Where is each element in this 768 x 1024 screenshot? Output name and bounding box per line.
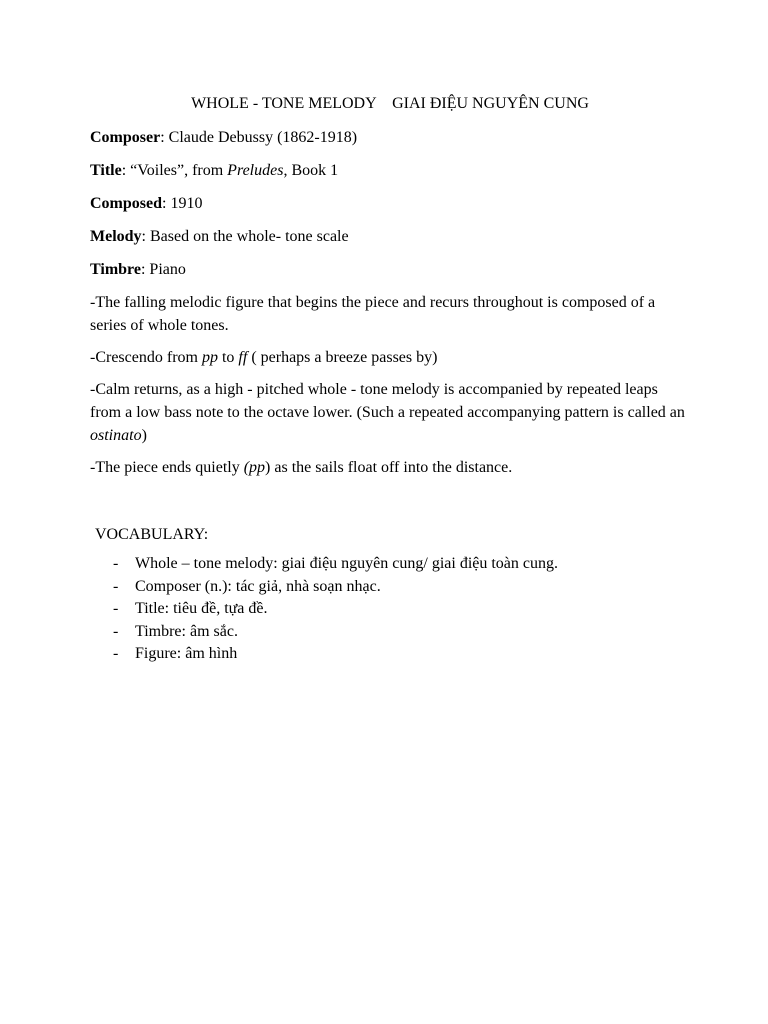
calm-returns-text: -Calm returns, as a high - pitched whole - tone melody is accompanied by repeated leaps from a low bass note to the octave lower. (Such a repeated accompanying pattern is called an xyxy=(90,381,685,421)
vocabulary-item xyxy=(90,576,690,599)
crescendo-tail: ( perhaps a breeze passes by) xyxy=(247,349,438,366)
bullet-dash: - xyxy=(113,555,119,572)
dynamic-pp-ending: (pp xyxy=(243,459,266,476)
composed-label: Composed xyxy=(90,195,163,212)
composer-line xyxy=(90,126,690,150)
title-value-pre: : “Voiles”, from xyxy=(121,162,228,179)
vocabulary-heading: VOCABULARY: xyxy=(95,526,209,543)
vocabulary-item-text: Figure: âm hình xyxy=(135,645,238,663)
bullet-dash: - xyxy=(113,600,119,618)
note-paragraph-2 xyxy=(90,346,690,369)
timbre-value: : Piano xyxy=(140,261,186,278)
composer-label: Composer xyxy=(90,129,161,146)
timbre-label: Timbre xyxy=(90,261,141,278)
document-title xyxy=(90,92,690,116)
dynamic-ff: ff xyxy=(238,349,248,366)
title-value-italic: Preludes xyxy=(227,162,284,179)
title-value-post: , Book 1 xyxy=(283,162,339,179)
melody-line xyxy=(90,225,690,249)
note-paragraph-1: -The falling melodic figure that begins the piece and recurs throughout is composed of a series of whole tones. xyxy=(90,294,656,334)
composer-value: : Claude Debussy (1862-1918) xyxy=(160,129,358,146)
composed-value: : 1910 xyxy=(162,195,203,212)
vocabulary-list xyxy=(90,553,690,666)
ending-tail: ) as the sails float off into the distance. xyxy=(265,459,513,476)
vocabulary-item-text: Whole – tone melody: giai điệu nguyên cung/ giai điệu toàn cung. xyxy=(135,555,559,572)
vocabulary-item-text: Timbre: âm sắc. xyxy=(135,622,238,640)
melody-label: Melody xyxy=(90,228,142,245)
vocabulary-item xyxy=(90,553,690,576)
melody-value: : Based on the whole- tone scale xyxy=(141,228,349,245)
title-english: WHOLE - TONE MELODY xyxy=(191,95,377,112)
dynamic-pp: pp xyxy=(201,349,218,366)
note-paragraph-3 xyxy=(90,378,690,447)
title-vietnamese: GIAI ĐIỆU NGUYÊN CUNG xyxy=(392,95,589,112)
ending-text: -The piece ends quietly xyxy=(90,459,244,476)
title-line xyxy=(90,159,690,183)
bullet-dash: - xyxy=(113,577,119,595)
crescendo-to: to xyxy=(217,349,239,366)
vocabulary-item xyxy=(90,598,690,621)
vocabulary-item-text: Title: tiêu đề, tựa đề. xyxy=(135,600,268,618)
timbre-line xyxy=(90,258,690,282)
vocabulary-item xyxy=(90,621,690,644)
crescendo-text: -Crescendo from xyxy=(90,349,202,366)
bullet-dash: - xyxy=(113,622,119,640)
document-page xyxy=(90,92,690,666)
composed-line xyxy=(90,192,690,216)
calm-returns-close: ) xyxy=(141,427,147,444)
note-paragraph-4 xyxy=(90,456,690,479)
title-label: Title xyxy=(90,162,122,179)
bullet-dash: - xyxy=(113,645,119,663)
ostinato-term: ostinato xyxy=(90,427,142,444)
vocabulary-item-text: Composer (n.): tác giả, nhà soạn nhạc. xyxy=(135,577,381,595)
vocabulary-item xyxy=(90,643,690,666)
